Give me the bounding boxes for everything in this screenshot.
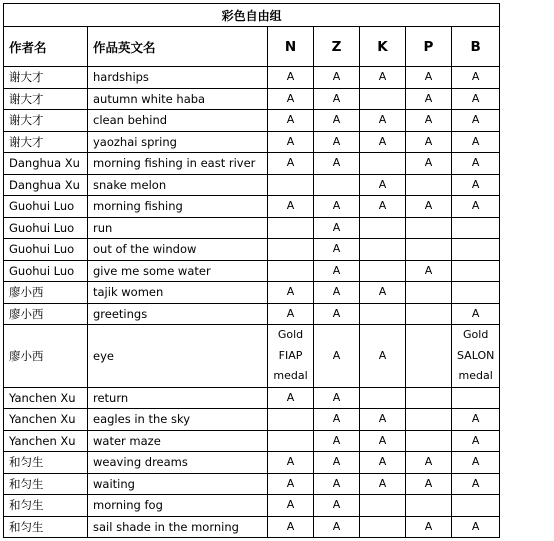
mark-cell-z: A [314,516,360,538]
mark-cell-z: A [314,88,360,110]
mark-cell-n [268,217,314,239]
mark-cell-n [268,409,314,431]
author-column-header: 作者名 [4,27,88,67]
mark-cell-z: A [314,495,360,517]
mark-cell-k: A [360,174,406,196]
work-title-cell: water maze [88,430,268,452]
work-title-cell: clean behind [88,110,268,132]
mark-cell-b [452,260,500,282]
mark-cell-b: A [452,452,500,474]
mark-cell-p [406,282,452,304]
mark-cell-k [360,153,406,175]
author-cell: 谢大才 [4,110,88,132]
table-row [4,110,500,132]
mark-cell-p [406,495,452,517]
table-row [4,303,500,325]
mark-cell-p: A [406,452,452,474]
mark-cell-b [452,387,500,409]
mark-cell-z: A [314,217,360,239]
work-title-cell: sail shade in the morning [88,516,268,538]
author-cell: Danghua Xu [4,174,88,196]
mark-cell-n: A [268,131,314,153]
table-title-row [4,4,500,27]
table-row [4,282,500,304]
mark-cell-n: A [268,282,314,304]
mark-cell-z: A [314,196,360,218]
mark-cell-p: A [406,67,452,89]
mark-cell-k: A [360,67,406,89]
work-title-cell: waiting [88,473,268,495]
mark-cell-k: A [360,282,406,304]
mark-cell-k: A [360,409,406,431]
mark-cell-b: A [452,131,500,153]
mark-cell-n: A [268,516,314,538]
table-row [4,325,500,388]
author-cell: 谢大才 [4,88,88,110]
author-cell: 和匀生 [4,495,88,517]
table-row [4,452,500,474]
mark-cell-k: A [360,325,406,388]
column-header-k: K [360,27,406,67]
work-title-cell: morning fishing [88,196,268,218]
mark-cell-p: A [406,196,452,218]
mark-cell-k [360,217,406,239]
author-cell: 廖小西 [4,282,88,304]
author-cell: 谢大才 [4,131,88,153]
mark-cell-n: A [268,110,314,132]
work-title-cell: weaving dreams [88,452,268,474]
mark-cell-b: A [452,174,500,196]
mark-cell-b [452,239,500,261]
author-cell: Yanchen Xu [4,387,88,409]
work-title-cell: yaozhai spring [88,131,268,153]
mark-cell-k [360,88,406,110]
mark-cell-b: A [452,67,500,89]
mark-cell-b: A [452,430,500,452]
author-cell: 廖小西 [4,303,88,325]
mark-cell-z: A [314,67,360,89]
table-row [4,387,500,409]
table-row [4,239,500,261]
work-title-cell: hardships [88,67,268,89]
author-cell: 和匀生 [4,516,88,538]
author-cell: 和匀生 [4,452,88,474]
table-row [4,516,500,538]
mark-cell-z: A [314,110,360,132]
work-title-cell: eye [88,325,268,388]
mark-cell-p [406,239,452,261]
table-row [4,260,500,282]
work-title-cell: autumn white haba [88,88,268,110]
mark-cell-z: A [314,131,360,153]
column-header-p: P [406,27,452,67]
mark-cell-z: A [314,260,360,282]
work-title-cell: snake melon [88,174,268,196]
mark-cell-n [268,174,314,196]
mark-cell-p: A [406,473,452,495]
mark-cell-z: A [314,153,360,175]
mark-cell-k: A [360,473,406,495]
mark-cell-n: A [268,452,314,474]
mark-cell-n: A [268,387,314,409]
table-row [4,153,500,175]
mark-cell-n: A [268,67,314,89]
mark-cell-p [406,387,452,409]
mark-cell-n: A [268,153,314,175]
mark-cell-k: A [360,131,406,153]
author-cell: Guohui Luo [4,217,88,239]
mark-cell-n [268,260,314,282]
mark-cell-p [406,217,452,239]
mark-cell-b: A [452,409,500,431]
table-row [4,67,500,89]
mark-cell-b: A [452,88,500,110]
results-table [3,3,500,538]
mark-cell-p: A [406,131,452,153]
author-cell: Guohui Luo [4,196,88,218]
author-cell: Danghua Xu [4,153,88,175]
work-title-cell: morning fishing in east river [88,153,268,175]
work-title-cell: tajik women [88,282,268,304]
mark-cell-p: A [406,260,452,282]
mark-cell-b: A [452,516,500,538]
column-header-n: N [268,27,314,67]
mark-cell-z: A [314,387,360,409]
mark-cell-z: A [314,409,360,431]
author-cell: Yanchen Xu [4,430,88,452]
mark-cell-p [406,325,452,388]
mark-cell-n: A [268,88,314,110]
table-row [4,430,500,452]
mark-cell-z: A [314,325,360,388]
author-cell: 谢大才 [4,67,88,89]
mark-cell-k [360,516,406,538]
mark-cell-z: A [314,239,360,261]
mark-cell-p: A [406,153,452,175]
mark-cell-b [452,282,500,304]
mark-cell-k: A [360,452,406,474]
table-title: 彩色自由组 [4,4,500,27]
mark-cell-n [268,430,314,452]
mark-cell-z: A [314,303,360,325]
mark-cell-p: A [406,88,452,110]
mark-cell-n [268,239,314,261]
mark-cell-k: A [360,110,406,132]
author-cell: 廖小西 [4,325,88,388]
mark-cell-n: A [268,303,314,325]
mark-cell-k: A [360,430,406,452]
mark-cell-p [406,409,452,431]
work-title-cell: run [88,217,268,239]
title-column-header: 作品英文名 [88,27,268,67]
mark-cell-z: A [314,473,360,495]
mark-cell-b: A [452,110,500,132]
mark-cell-p [406,430,452,452]
work-title-cell: out of the window [88,239,268,261]
mark-cell-k: A [360,196,406,218]
column-header-b: B [452,27,500,67]
work-title-cell: greetings [88,303,268,325]
author-cell: 和匀生 [4,473,88,495]
mark-cell-b: A [452,153,500,175]
author-cell: Yanchen Xu [4,409,88,431]
mark-cell-p [406,303,452,325]
work-title-cell: eagles in the sky [88,409,268,431]
mark-cell-n: Gold FIAP medal [268,325,314,388]
mark-cell-k [360,387,406,409]
mark-cell-p [406,174,452,196]
table-row [4,174,500,196]
mark-cell-k [360,260,406,282]
mark-cell-k [360,495,406,517]
mark-cell-n: A [268,495,314,517]
table-row [4,409,500,431]
work-title-cell: morning fog [88,495,268,517]
work-title-cell: give me some water [88,260,268,282]
table-row [4,196,500,218]
table-row [4,131,500,153]
mark-cell-z: A [314,430,360,452]
mark-cell-b [452,495,500,517]
work-title-cell: return [88,387,268,409]
mark-cell-p: A [406,516,452,538]
author-cell: Guohui Luo [4,260,88,282]
mark-cell-n: A [268,473,314,495]
header-row [4,27,500,67]
mark-cell-k [360,239,406,261]
mark-cell-z: A [314,452,360,474]
table-row [4,217,500,239]
mark-cell-b: A [452,473,500,495]
mark-cell-b: A [452,196,500,218]
mark-cell-z [314,174,360,196]
mark-cell-p: A [406,110,452,132]
table-row [4,473,500,495]
mark-cell-b: A [452,303,500,325]
mark-cell-z: A [314,282,360,304]
author-cell: Guohui Luo [4,239,88,261]
table-row [4,88,500,110]
mark-cell-b: Gold SALON medal [452,325,500,388]
mark-cell-n: A [268,196,314,218]
table-row [4,495,500,517]
mark-cell-b [452,217,500,239]
mark-cell-k [360,303,406,325]
column-header-z: Z [314,27,360,67]
